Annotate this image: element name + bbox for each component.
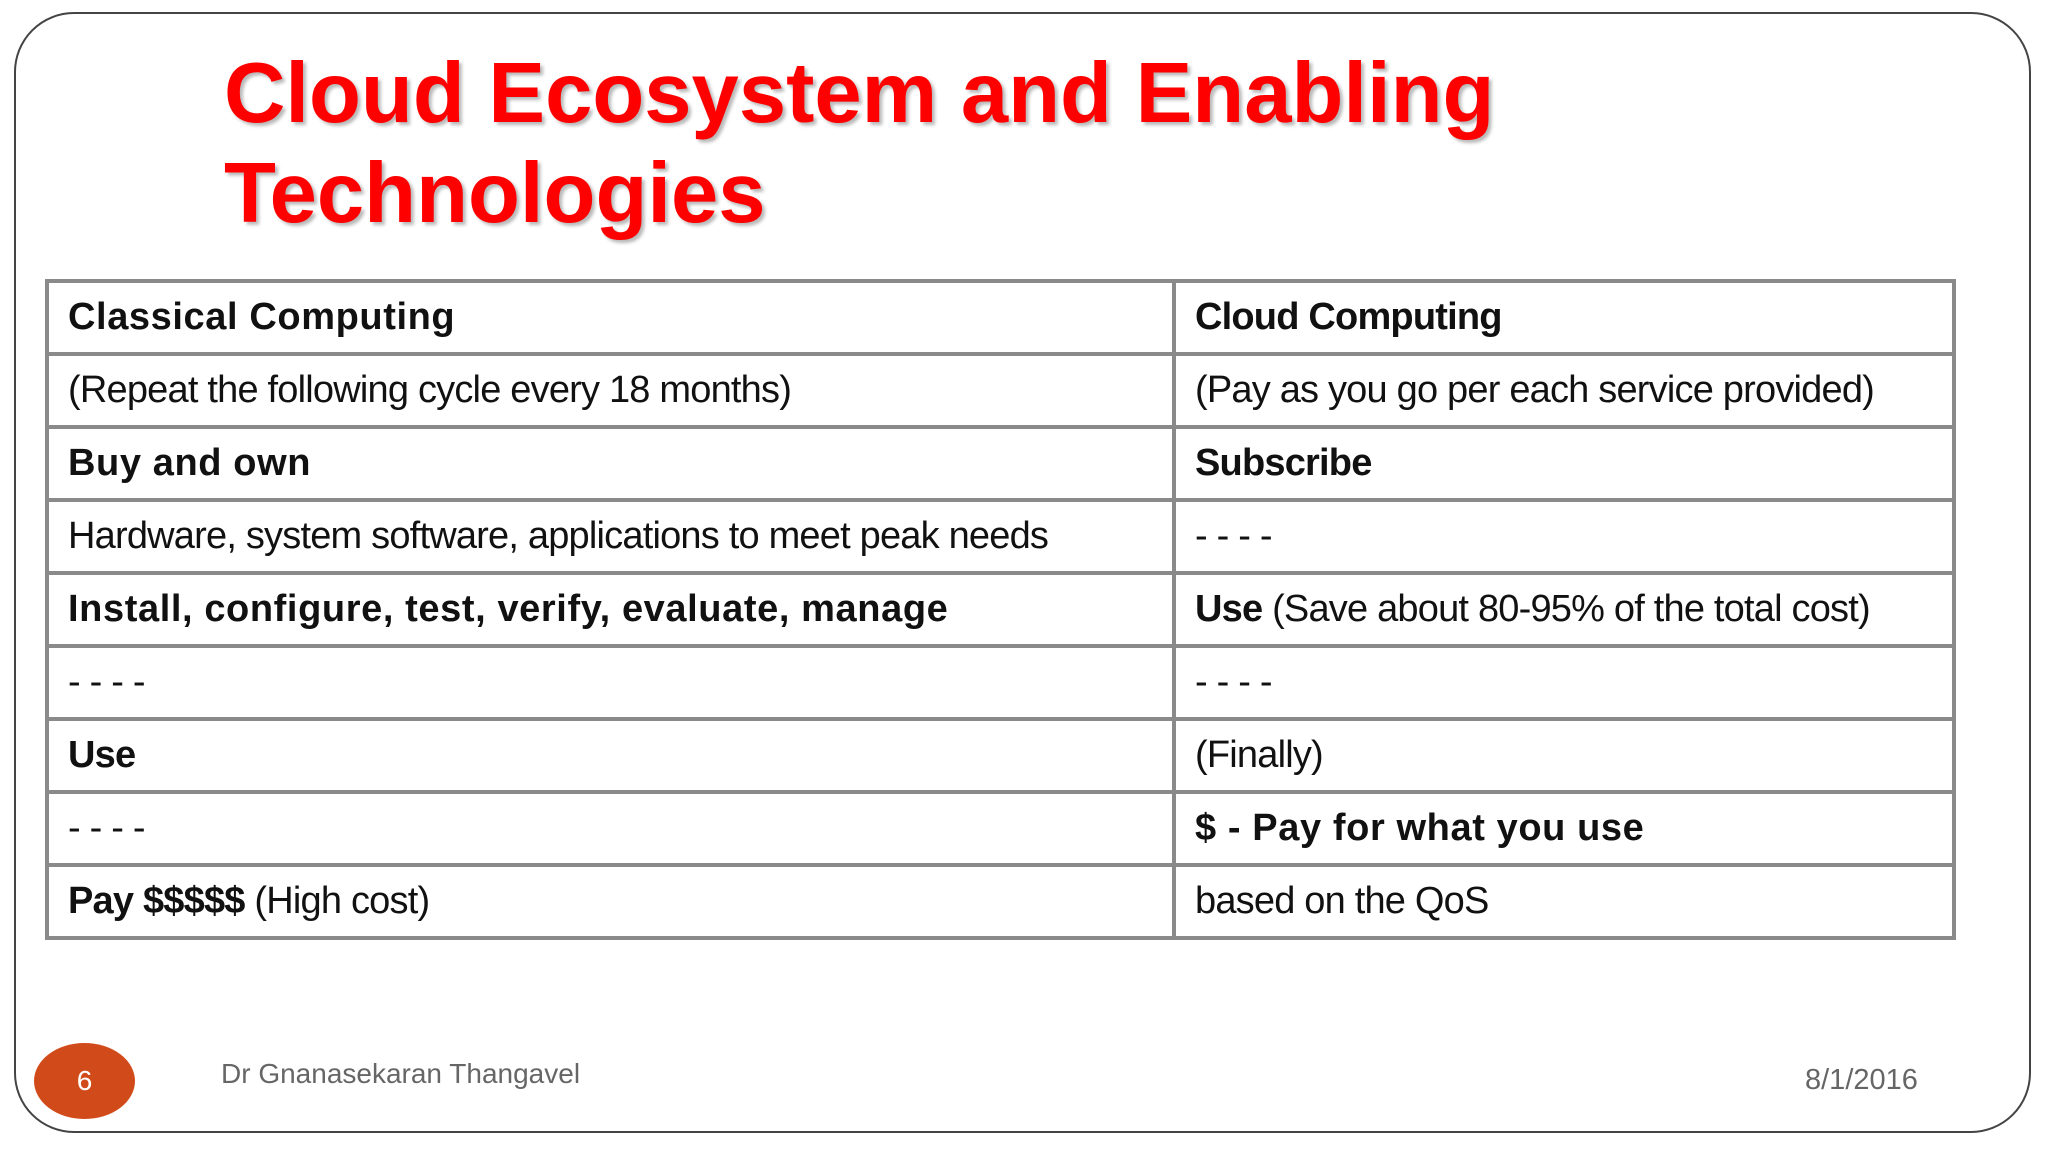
title-line-2: Technologies xyxy=(224,146,766,241)
cloud-cell: $ - Pay for what you use xyxy=(1174,792,1954,865)
table-row xyxy=(47,646,1954,719)
cloud-cell: - - - - xyxy=(1174,500,1954,573)
footer-author: Dr Gnanasekaran Thangavel xyxy=(221,1058,581,1089)
table-row xyxy=(47,354,1954,427)
comparison-table xyxy=(45,279,1956,940)
page-number: 6 xyxy=(76,1065,93,1096)
table-row xyxy=(47,792,1954,865)
cloud-cell: - - - - xyxy=(1174,646,1954,719)
table-row xyxy=(47,427,1954,500)
classical-cell: Use xyxy=(47,719,1174,792)
header-classical-computing: Classical Computing xyxy=(47,281,1174,354)
footer-date: 8/1/2016 xyxy=(1805,1064,1918,1096)
classical-cell: Install, configure, test, verify, evaluate, manage xyxy=(47,573,1174,646)
page-number-badge xyxy=(34,1043,135,1119)
cloud-cell: (Pay as you go per each service provided) xyxy=(1174,354,1954,427)
cloud-cell: (Finally) xyxy=(1174,719,1954,792)
table-row xyxy=(47,573,1954,646)
slide-title xyxy=(224,44,1494,244)
classical-cell: - - - - xyxy=(47,792,1174,865)
table-row xyxy=(47,500,1954,573)
classical-cell: (Repeat the following cycle every 18 months) xyxy=(47,354,1174,427)
classical-cell: - - - - xyxy=(47,646,1174,719)
header-cloud-computing: Cloud Computing xyxy=(1174,281,1954,354)
table-row xyxy=(47,865,1954,938)
title-line-1: Cloud Ecosystem and Enabling xyxy=(224,46,1495,141)
classical-cell: Buy and own xyxy=(47,427,1174,500)
cloud-cell: Subscribe xyxy=(1174,427,1954,500)
table-row xyxy=(47,719,1954,792)
classical-cell: Hardware, system software, applications to meet peak needs xyxy=(47,500,1174,573)
cloud-cell: based on the QoS xyxy=(1174,865,1954,938)
table-header-row xyxy=(47,281,1954,354)
classical-cell: Pay $$$$$ (High cost) xyxy=(47,865,1174,938)
cloud-cell: Use (Save about 80-95% of the total cost) xyxy=(1174,573,1954,646)
